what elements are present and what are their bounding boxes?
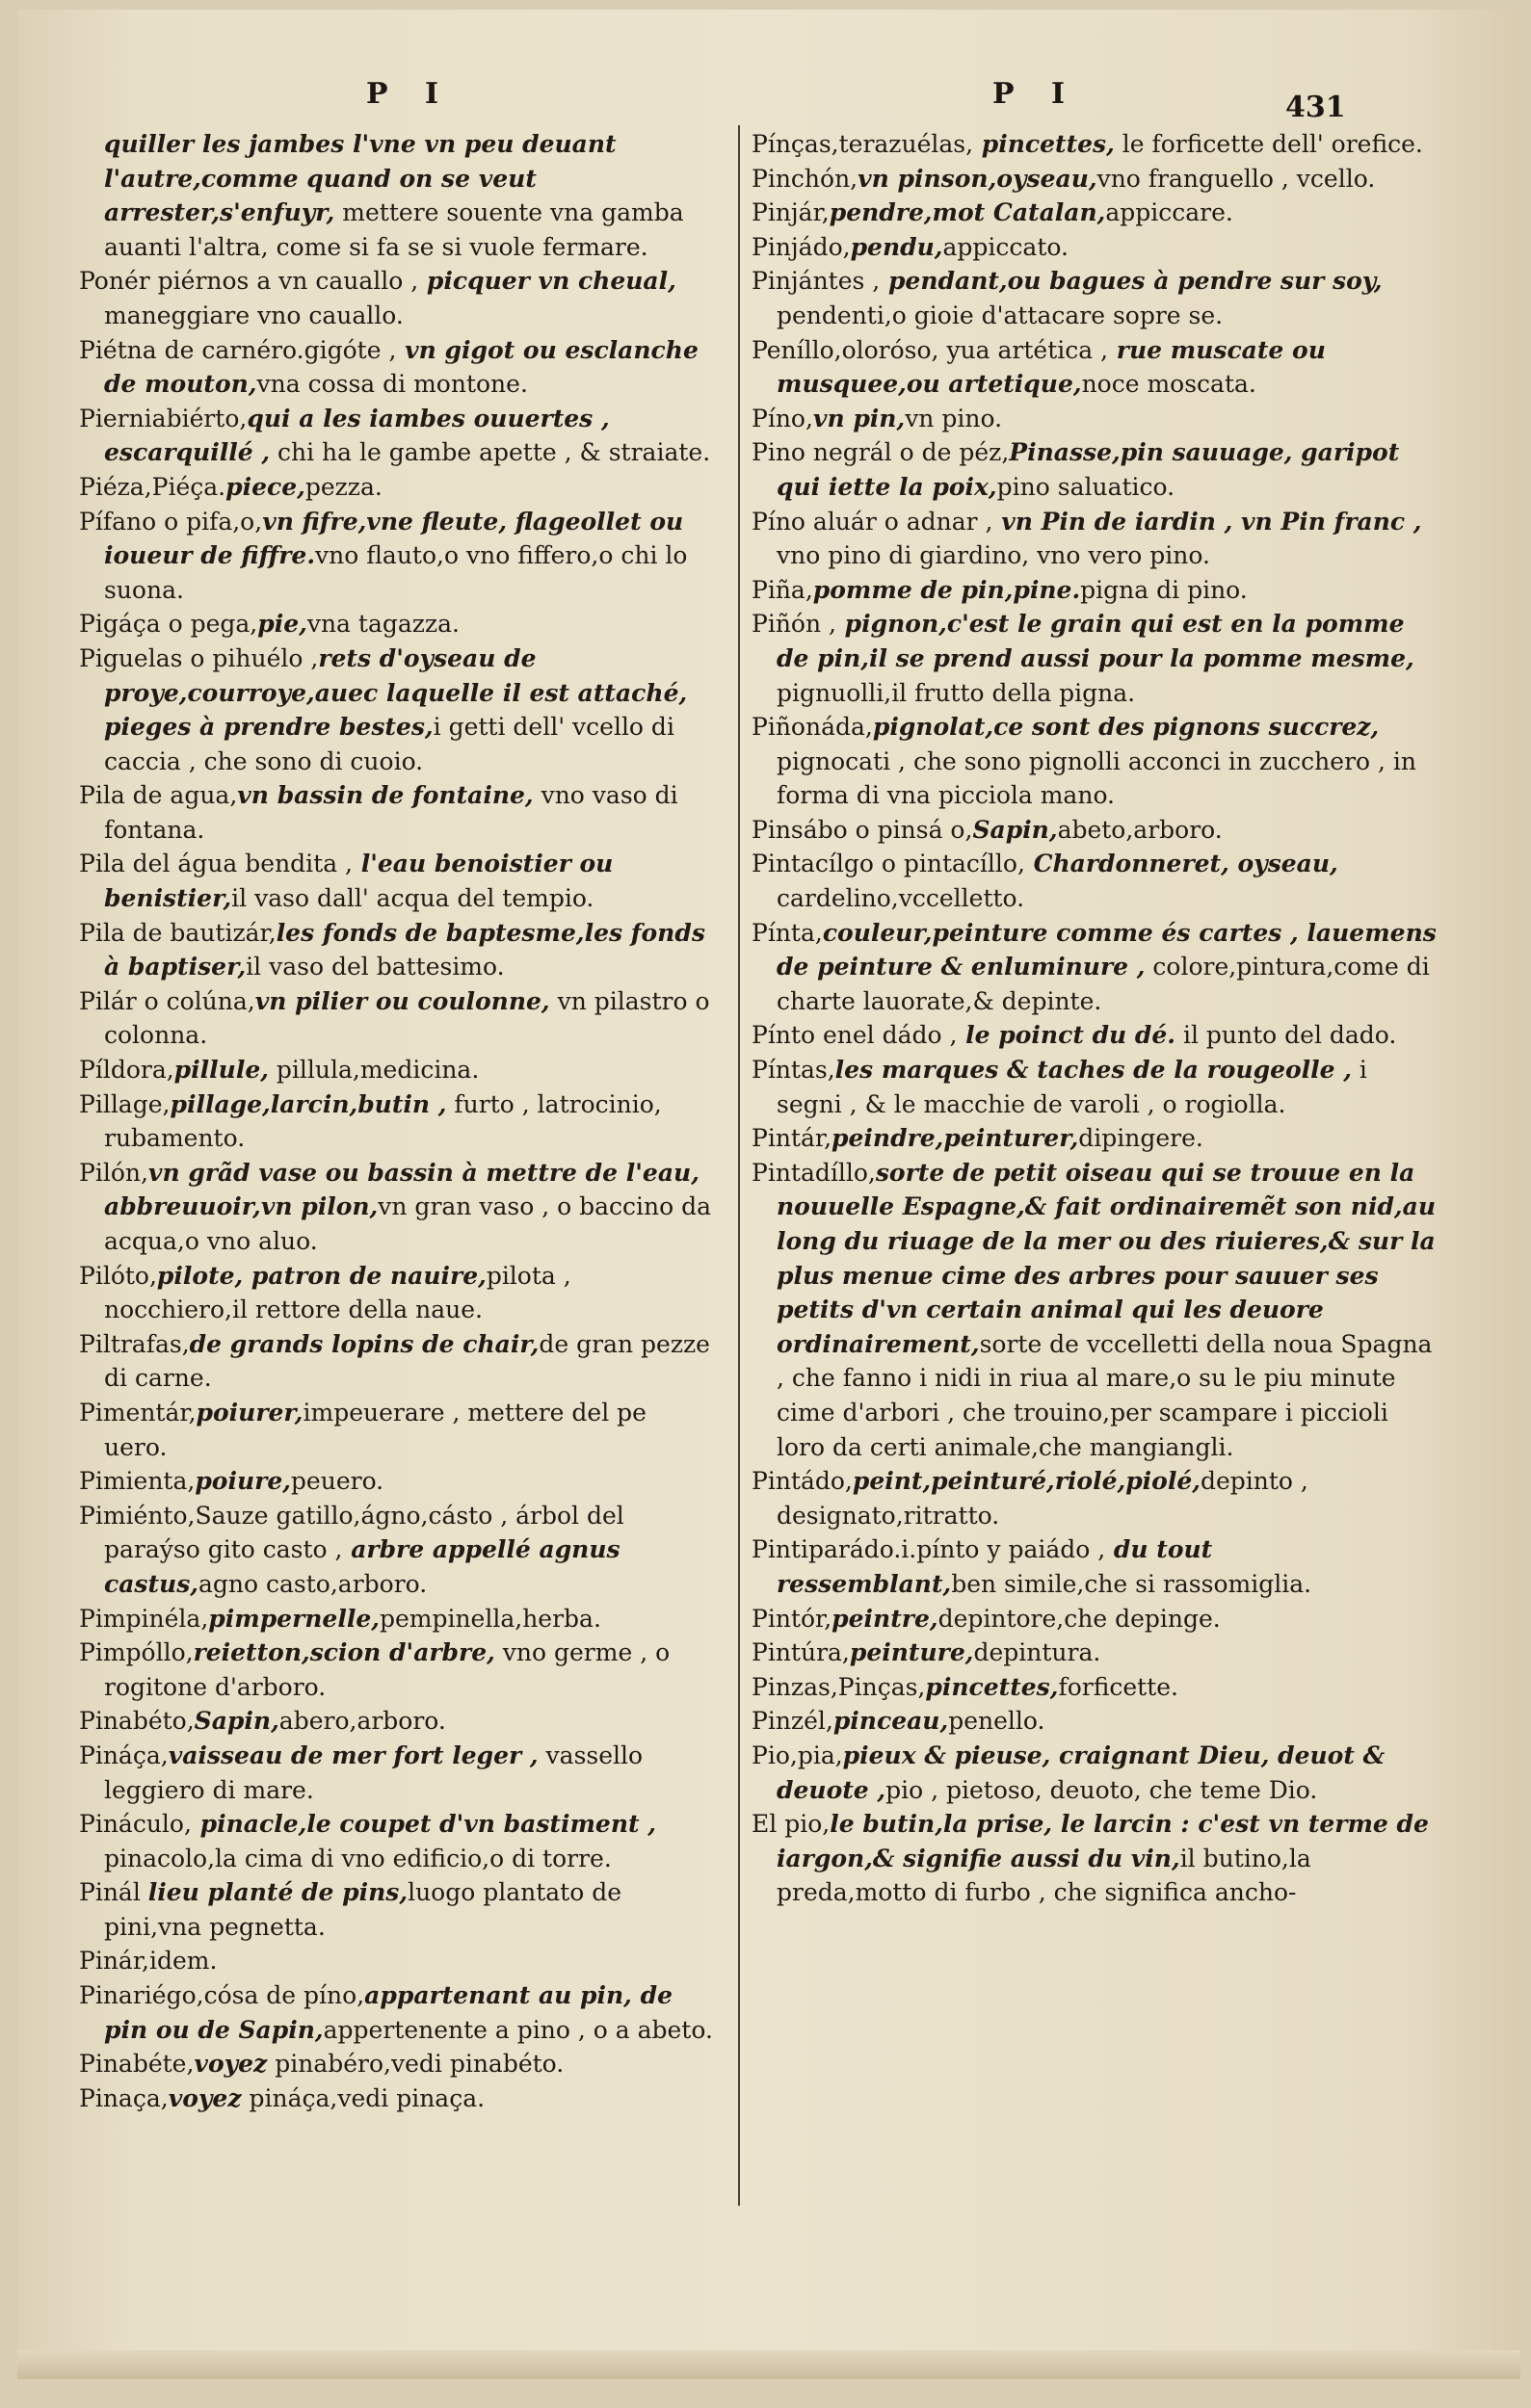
italian-gloss: colore,pintura,come di charte lauorate,& depinte. [777,953,1430,1015]
spanish-headword: Píno aluár o adnar , [752,507,993,536]
french-gloss: rue muscate ou musquee,ou artetique, [777,335,1326,399]
french-gloss: pimpernelle, [208,1604,380,1633]
spanish-headword: Pinár, [79,1947,149,1976]
spanish-headword: Pilón, [79,1158,148,1187]
spanish-headword: Pimiénto,Sauze gatillo,ágno,cásto , árbol del paraýso gito casto , [79,1501,624,1564]
french-gloss: rets d'oyseau de proye,courroye,auec laquelle il est attaché, pieges à prendre bestes, [104,643,688,742]
spanish-headword: Píntas, [752,1056,835,1085]
spanish-headword: Pillage, [79,1089,171,1118]
dictionary-entry [79,641,715,778]
spanish-headword: Pigáça o pega, [79,610,258,639]
italian-gloss: pino saluatico. [996,472,1175,501]
french-gloss: de grands lopins de chair, [189,1329,540,1358]
spanish-headword: Pio,pia, [752,1741,843,1769]
spanish-headword: Pilóto, [79,1261,157,1290]
spanish-headword: Pinabéte, [79,2050,195,2079]
dictionary-entry [752,1053,1438,1121]
dictionary-entry [752,1018,1438,1053]
french-gloss: pillule, [173,1056,269,1085]
french-gloss: pomme de pin,pine. [812,575,1081,604]
italian-gloss: impeuerare , mettere del pe uero. [104,1398,647,1461]
french-gloss: Chardonneret, oyseau, [1024,850,1338,878]
spanish-headword: Piltrafas, [79,1329,190,1358]
italian-gloss: pendenti,o gioie d'attacare sopre se. [777,301,1224,329]
spanish-headword: Pintiparádo.i.pínto y paiádo , [752,1535,1106,1564]
italian-gloss: depintura. [973,1638,1101,1667]
italian-gloss: noce moscata. [1081,370,1256,399]
dictionary-entry [79,264,715,332]
italian-gloss: vn pino. [905,404,1003,432]
french-gloss: vn pilier ou coulonne, [254,986,550,1015]
spanish-headword: Pínta, [752,918,823,947]
italian-gloss: de gran pezze di carne. [104,1329,710,1393]
french-gloss: vn pinson,oyseau, [858,164,1097,193]
french-gloss: Sapin, [972,815,1058,844]
french-gloss: vn bassin de fontaine, [237,781,534,810]
spanish-headword: Piétna de carnéro.gigóte , [79,335,397,364]
page-number: 431 [1285,91,1346,124]
italian-gloss: forficette. [1058,1672,1178,1701]
dictionary-entry [79,1053,715,1087]
dictionary-entry [752,1807,1438,1910]
dictionary-entry [752,1670,1438,1705]
french-gloss: l'eau benoistier ou benistier, [104,850,614,913]
spanish-headword: Piñonáda, [752,713,873,742]
italian-gloss: pezza. [304,472,383,501]
dictionary-entry [79,1636,715,1704]
french-gloss: Sapin, [194,1707,279,1736]
french-gloss: vn fifre,vne fleute, flageollet ou ioueur de fiffre. [104,507,684,570]
spanish-headword: Pimienta, [79,1467,196,1496]
italian-gloss: penello. [948,1707,1045,1736]
dictionary-entry [79,1704,715,1739]
spanish-headword: Pinariégo,cósa de píno, [79,1981,365,2010]
french-gloss: le butin,la prise, le larcin : c'est vn terme de iargon,& signifie aussi du vin, [777,1810,1429,1872]
italian-gloss: pigna di pino. [1080,575,1248,604]
italian-gloss: idem. [148,1947,218,1976]
italian-gloss: vno flauto,o vno fiffero,o chi lo suona. [104,541,688,604]
dictionary-entry [752,1739,1438,1807]
spanish-headword: Pintár, [752,1124,832,1153]
italian-gloss: vassello leggiero di mare. [104,1741,644,1804]
italian-gloss: pempinella,herba. [379,1604,601,1633]
french-gloss: les marques & taches de la rougeolle , [834,1056,1352,1085]
spanish-headword: Píno, [752,404,813,432]
french-gloss: pignolat,ce sont des pignons succrez, [872,713,1380,742]
italian-gloss: vno franguello , vcello. [1096,164,1376,193]
spanish-headword: Pimpinéla, [79,1604,209,1633]
dictionary-entry [79,1327,715,1396]
spanish-headword: Pino negrál o de péz, [752,438,1010,467]
italian-gloss: le forficette dell' orefice. [1114,130,1423,158]
italian-gloss: peuero. [290,1467,384,1496]
italian-gloss: furto , latrocinio, rubamento. [104,1089,662,1153]
french-gloss: pignon,c'est le grain qui est en la pomme de pin,il se prend aussi pour la pomme mesme, [777,610,1414,672]
spanish-headword: Ponér piérnos a vn cauallo , [79,267,419,296]
dictionary-entry [752,710,1438,813]
spanish-headword: Pínças,terazuélas, [752,130,974,158]
spanish-headword: Pila del água bendita , [79,850,354,878]
dictionary-entry [752,162,1438,196]
spanish-headword: Piña, [752,575,813,604]
dictionary-entry [79,1396,715,1464]
italian-gloss: mettere souente vna gamba auanti l'altra, come si fa se si vuole fermare. [104,198,684,261]
left-column [79,127,715,2246]
italian-gloss: vno vaso di fontana. [104,781,678,844]
french-gloss: pincettes, [925,1672,1059,1701]
spanish-headword: Pila de bautizár, [79,918,277,947]
running-head-right: P I [992,77,1079,111]
dictionary-entry [79,847,715,915]
italian-gloss: maneggiare vno cauallo. [104,301,404,329]
italian-gloss: pinacolo,la cima di vno edificio,o di torre. [104,1844,612,1872]
french-gloss: du tout ressemblant, [777,1535,1213,1598]
italian-gloss: pillula,medicina. [268,1056,480,1085]
dictionary-entry [79,1156,715,1259]
spanish-headword: Pinabéto, [79,1707,195,1736]
italian-gloss: abero,arboro. [278,1707,446,1736]
dictionary-entry [79,1464,715,1499]
spanish-headword: El pio, [752,1810,831,1839]
spanish-headword: Piñón , [752,610,836,639]
italian-gloss: cardelino,vccelletto. [777,884,1025,913]
italian-gloss: vn gran vaso , o baccino da acqua,o vno aluo. [104,1192,712,1255]
italian-gloss: appiccare. [1105,198,1233,227]
italian-gloss: pilota , nocchiero,il rettore della naue. [104,1261,571,1324]
french-gloss: poiurer, [196,1398,304,1426]
right-column [752,127,1438,2246]
dictionary-entry [79,505,715,608]
italian-gloss: sorte de vccelletti della noua Spagna , che fanno i nidi in riua al mare,o su le piu minute cime d'arbori , che trouino,per scampare i piccioli loro da certi animale,che mangiangli. [777,1329,1433,1461]
french-gloss: picquer vn cheual, [418,267,676,296]
dictionary-entry [79,1499,715,1602]
italian-gloss: chi ha le gambe apette , & straiate. [270,438,711,467]
dictionary-entry [79,916,715,984]
spanish-headword: Piguelas o pihuélo , [79,643,319,672]
spanish-headword: Pinzél, [752,1707,833,1736]
french-gloss: poiure, [195,1467,291,1496]
dictionary-entry [752,1464,1438,1532]
italian-gloss: appertenente a pino , o a abeto. [323,2015,713,2044]
dictionary-entry [79,1259,715,1327]
dictionary-entry [79,1875,715,1944]
french-gloss: pendu, [850,232,943,261]
spanish-headword: Pintacílgo o pintacíllo, [752,850,1025,878]
italian-gloss: vna cossa di montone. [256,370,528,399]
spanish-headword: Pintadíllo, [752,1158,876,1187]
spanish-headword: Pinál [79,1878,148,1907]
french-gloss: pilote, patron de nauire, [156,1261,487,1290]
dictionary-entry [79,127,715,264]
spanish-headword: Pinjántes , [752,267,881,296]
dictionary-entry [79,1807,715,1875]
spanish-headword: Pila de agua, [79,781,238,810]
dictionary-entry [752,916,1438,1019]
spanish-headword: Pimentár, [79,1398,197,1426]
spanish-headword: Píldora, [79,1056,174,1085]
italian-gloss: il vaso del battesimo. [246,953,505,982]
spanish-headword: Peníllo,oloróso, yua artética , [752,335,1109,364]
french-gloss: peint,peinturé,riolé,piolé, [852,1467,1201,1496]
spanish-headword: Piéza,Piéça. [79,472,226,501]
dictionary-entry [752,435,1438,504]
french-gloss: reietton,scion d'arbre, [193,1638,495,1667]
spanish-headword: Pinaça, [79,2083,169,2112]
spanish-headword: Pináculo, [79,1810,192,1839]
italian-gloss: appiccato. [942,232,1069,261]
dictionary-entry [752,813,1438,848]
french-gloss: peindre,peinturer, [831,1124,1079,1153]
dictionary-entry [752,1636,1438,1670]
italian-gloss: pignuolli,il frutto della pigna. [777,678,1136,707]
dictionary-page [17,10,1520,2379]
dictionary-entry [79,333,715,402]
dictionary-entry [79,402,715,470]
italian-gloss: depintore,che depinge. [937,1604,1221,1633]
italian-gloss: abeto,arboro. [1057,815,1223,844]
dictionary-entry [752,573,1438,608]
italian-gloss: pio , pietoso, deuoto, che teme Dio. [885,1775,1318,1804]
french-gloss: arbre appellé agnus castus, [104,1535,620,1598]
french-gloss: le poinct du dé. [957,1021,1176,1050]
spanish-headword: Pínto enel dádo , [752,1021,958,1050]
spanish-headword: Pintór, [752,1604,832,1633]
italian-gloss: pignocati , che sono pignolli acconci in zucchero , in forma di vna picciola mano. [777,746,1417,810]
french-gloss: Pinasse,pin sauuage, garipot qui iette la poix, [777,438,1400,501]
spanish-headword: Pinjádo, [752,232,851,261]
spanish-headword: Pimpóllo, [79,1638,194,1667]
french-gloss: peinture, [849,1638,974,1667]
french-gloss: voyez [168,2083,242,2112]
dictionary-entry [752,505,1438,573]
french-gloss: vn gigot ou esclanche de mouton, [104,335,699,399]
italian-gloss: ben simile,che si rassomiglia. [951,1569,1312,1598]
french-gloss: voyez [194,2050,268,2079]
italian-gloss: pinabéro,vedi pinabéto. [267,2050,565,2079]
spanish-headword: Pintúra, [752,1638,850,1667]
italian-gloss: vn pilastro o colonna. [104,986,710,1050]
italian-gloss: il butino,la preda,motto di furbo , che significa ancho- [777,1844,1311,1907]
french-gloss: pinacle,le coupet d'vn bastiment , [191,1810,656,1839]
dictionary-entry [79,1087,715,1156]
italian-gloss: vno germe , o rogitone d'arboro. [104,1638,671,1701]
dictionary-entry [79,1602,715,1636]
french-gloss: pincettes, [973,130,1115,158]
italian-gloss: luogo plantato de pini,vna pegnetta. [104,1878,622,1941]
dictionary-entry [752,847,1438,915]
dictionary-entry [752,402,1438,436]
italian-gloss: i getti dell' vcello di caccia , che sono di cuoio. [104,713,674,775]
spanish-headword: Pintádo, [752,1467,853,1496]
page-bottom-edge [17,2350,1520,2379]
french-gloss: pendre,mot Catalan, [829,198,1106,227]
italian-gloss: i segni , & le macchie de varoli , o rogiolla. [777,1056,1367,1118]
dictionary-entry [752,1532,1438,1601]
french-gloss: vn grãd vase ou bassin à mettre de l'eau, abbreuuoir,vn pilon, [104,1158,700,1221]
spanish-headword: Pinjár, [752,198,830,227]
dictionary-entry [79,1944,715,1978]
dictionary-entry [79,778,715,847]
dictionary-entry [79,2081,715,2116]
french-gloss: vn Pin de iardin , vn Pin franc , [992,507,1422,536]
dictionary-entry [752,607,1438,710]
french-gloss: vaisseau de mer fort leger , [168,1741,539,1769]
spanish-headword: Pífano o pifa,o, [79,507,263,536]
italian-gloss: pináça,vedi pinaça. [241,2083,486,2112]
dictionary-entry [79,607,715,641]
spanish-headword: Pinsábo o pinsá o, [752,815,973,844]
french-gloss: pendant,ou bagues à pendre sur soy, [880,267,1383,296]
french-gloss: lieu planté de pins, [147,1878,409,1907]
dictionary-entry [752,1156,1438,1464]
running-head-left: P I [366,77,453,111]
french-gloss: les fonds de baptesme,les fonds à baptiser, [104,918,705,982]
dictionary-entry [752,333,1438,402]
dictionary-entry [79,984,715,1053]
spanish-headword: Pinzas,Pinças, [752,1672,926,1701]
spanish-headword: Pináça, [79,1741,169,1769]
italian-gloss: il vaso dall' acqua del tempio. [231,884,594,913]
dictionary-entry [79,470,715,505]
dictionary-entry [79,2047,715,2081]
french-gloss: quiller les jambes l'vne vn peu deuant l'autre,comme quand on se veut arrester,s'enfuyr, [104,130,617,227]
french-gloss: sorte de petit oiseau qui se trouue en la nouuelle Espagne,& fait ordinairemẽt son nid,au long du riuage de la mer ou des riuieres,& sur la plus menue cime des arbres pour sauuer ses petits d'vn certain animal qui les deuore ordinairement, [777,1158,1437,1358]
french-gloss: couleur,peinture comme és cartes , lauemens de peinture & enluminure , [777,918,1437,982]
dictionary-entry [79,1978,715,2047]
french-gloss: peintre, [831,1604,938,1633]
italian-gloss: vno pino di giardino, vno vero pino. [777,541,1210,570]
french-gloss: pinceau, [832,1707,949,1736]
dictionary-entry [752,1121,1438,1156]
french-gloss: pie, [257,610,307,639]
dictionary-entry [752,1602,1438,1636]
dictionary-entry [752,1704,1438,1739]
dictionary-entry [752,230,1438,265]
dictionary-entry [752,264,1438,332]
spanish-headword: Pilár o colúna, [79,986,255,1015]
column-divider [738,125,740,2206]
italian-gloss: il punto del dado. [1175,1021,1397,1050]
french-gloss: appartenant au pin, de pin ou de Sapin, [104,1981,673,2044]
italian-gloss: dipingere. [1078,1124,1203,1153]
french-gloss: qui a les iambes ouuertes , escarquillé , [104,404,610,467]
french-gloss: piece, [225,472,305,501]
dictionary-entry [79,1739,715,1807]
dictionary-entry [752,196,1438,230]
italian-gloss: agno casto,arboro. [198,1569,428,1598]
dictionary-entry [752,127,1438,162]
italian-gloss: depinto , designato,ritratto. [777,1467,1308,1530]
italian-gloss: vna tagazza. [306,610,460,639]
french-gloss: pillage,larcin,butin , [170,1089,447,1118]
spanish-headword: Pinchón, [752,164,858,193]
spanish-headword: Pierniabiérto, [79,404,248,432]
french-gloss: pieux & pieuse, craignant Dieu, deuot & deuote , [777,1741,1386,1804]
french-gloss: vn pin, [812,404,906,432]
